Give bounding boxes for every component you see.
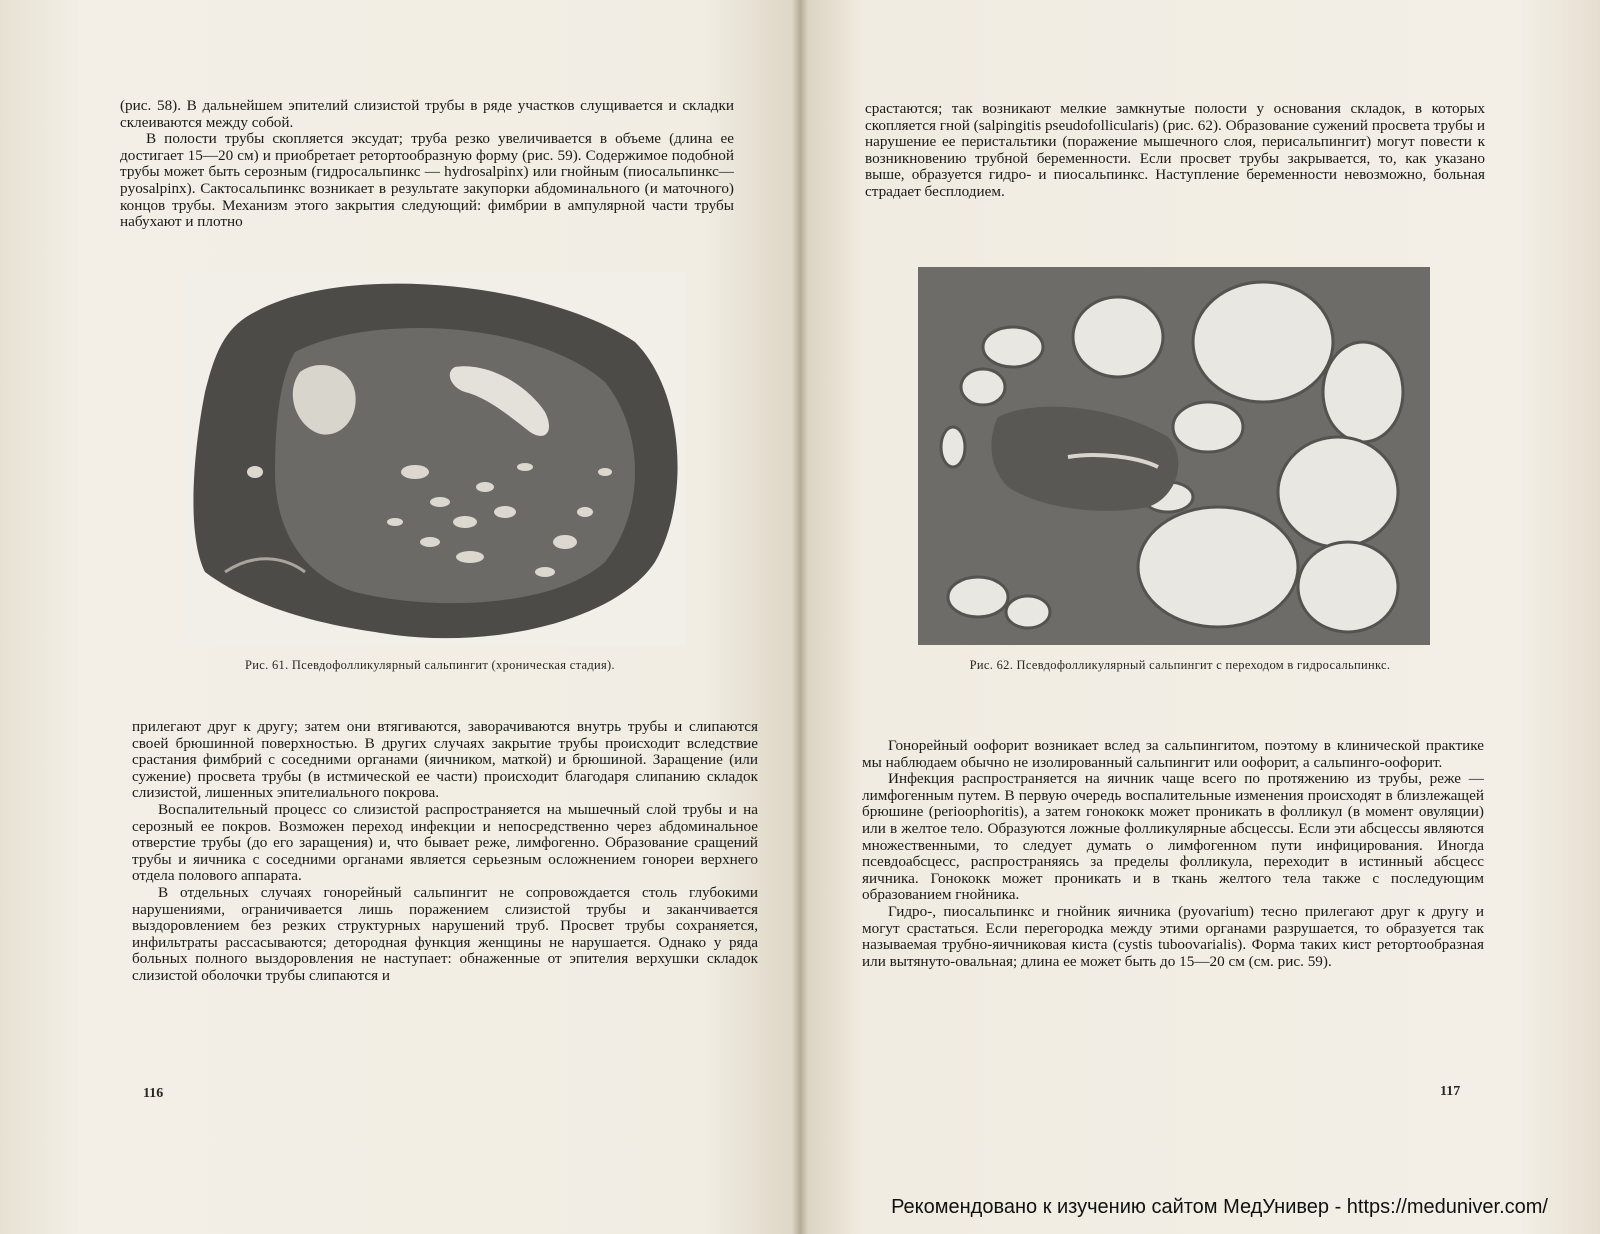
- figure-62-caption: Рис. 62. Псевдофолликулярный сальпингит с переходом в гидросальпинкс.: [969, 658, 1391, 672]
- left-bottom-text: [132, 719, 758, 985]
- right-page-number: 117: [1440, 1084, 1461, 1099]
- right-bottom-paragraph-1: Гонорейный оофорит возникает вслед за сальпингитом, поэтому в клинической практике мы наблюдаем обычно не изолированный сальпингит или оофорит, а сальпинго-оофорит.: [862, 737, 1484, 771]
- figure-61-caption: Рис. 61. Псевдофолликулярный сальпингит (хроническая стадия).: [245, 658, 615, 672]
- watermark-text: Рекомендовано к изучению сайтом МедУнивер - https://meduniver.com/: [891, 1196, 1548, 1218]
- left-bottom-paragraph-2: Воспалительный процесс со слизистой распространяется на мышечный слой трубы и на серозный ее покров. Возможен переход инфекции и непосредственно через абдоминальное отверстие трубы (до его заращения) и, что бывает реже, лимфогенно. Образование сращений трубы и яичника с соседними органами является серьезным осложнением гонореи верхнего отдела полового аппарата.: [132, 800, 758, 885]
- right-bottom-text: [862, 738, 1484, 970]
- right-bottom-paragraph-3: Гидро-, пиосальпинкс и гнойник яичника (pyovarium) тесно прилегают друг к другу и могут срастаться. Если перегородка между этими органами разрушается, то образуется так называемая трубно-яичниковая киста (cystis tuboovarialis). Форма таких кист ретортообразная или вытянуто-овальная; длина ее может быть до 15—20 см (см. рис. 59).: [862, 902, 1484, 970]
- left-top-paragraph-2: В полости трубы скопляется эксудат; труба резко увеличивается в объеме (длина ее достигает 15—20 см) и приобретает ретортообразную форму (рис. 59). Содержимое подобной трубы может быть серозным (гидросальпинкс — hydrosalpinx) или гнойным (пиосальпинкс— pyosalpinx). Сактосальпинкс возникает в результате закупорки абдоминального (и маточного) концов трубы. Механизм этого закрытия следующий: фимбрии в ампулярной части трубы набухают и плотно: [120, 130, 734, 231]
- right-bottom-paragraph-2: Инфекция распространяется на яичник чаще всего по протяжению из трубы, реже — лимфогенным путем. В первую очередь воспалительные изменения происходят в близлежащей брюшине (perioophoritis), а затем гонококк может проникать в фолликул (в момент овуляции) или в желтое тело. Образуются ложные фолликулярные абсцессы. Если эти абсцессы являются множественными, то следует думать о лимфогенном пути инфицирования. Иногда псевдоабсцесс, распространяясь за пределы фолликула, переходит в истинный абсцесс яичника. Гонококк может проникать и в ткань желтого тела также с последующим образованием гнойника.: [862, 770, 1484, 904]
- figure-62-micrograph: [918, 267, 1430, 645]
- left-bottom-paragraph-3: В отдельных случаях гонорейный сальпингит не сопровождается столь глубокими нарушениями, ограничивается лишь поражением слизистой трубы и заканчивается выздоровлением без резких структурных нарушений труб. Просвет трубы сохраняется, инфильтраты рассасываются; детородная функция женщины не нарушается. Однако у ряда больных полного выздоровления не наступает: обнаженные от эпителия верхушки складок слизистой оболочки трубы слипаются и: [132, 883, 758, 984]
- figure-61-micrograph: [185, 272, 685, 646]
- right-page: [800, 0, 1600, 1234]
- left-bottom-paragraph-1: прилегают друг к другу; затем они втягиваются, заворачиваются внутрь трубы и слипаются своей брюшинной поверхностью. В других случаях закрытие трубы происходит вследствие срастания фимбрий с соседними органами (яичником, маткой) и брюшиной. Заращение (или сужение) просвета трубы (в истмической ее части) происходит благодаря слипанию складок слизистой, лишенных эпителиального покрова.: [132, 718, 758, 802]
- right-top-paragraph-1: срастаются; так возникают мелкие замкнутые полости у основания складок, в которых скопляется гной (salpingitis pseudofollicularis) (рис. 62). Образование сужений просвета трубы и нарушение ее перистальтики (поражение мышечного слоя, перисальпингит) могут повести к возникновению трубной беременности. Если просвет трубы закрывается, то, как указано выше, образуется гидро- и пиосальпинкс. Наступление беременности невозможно, больная страдает бесплодием.: [865, 100, 1485, 200]
- left-top-paragraph-1: (рис. 58). В дальнейшем эпителий слизистой трубы в ряде участков слущивается и складки склеиваются между собой.: [120, 97, 734, 131]
- left-page-number: 116: [143, 1086, 164, 1101]
- right-top-text: [865, 101, 1485, 201]
- left-top-text: [120, 98, 734, 231]
- book-gutter: [792, 0, 808, 1234]
